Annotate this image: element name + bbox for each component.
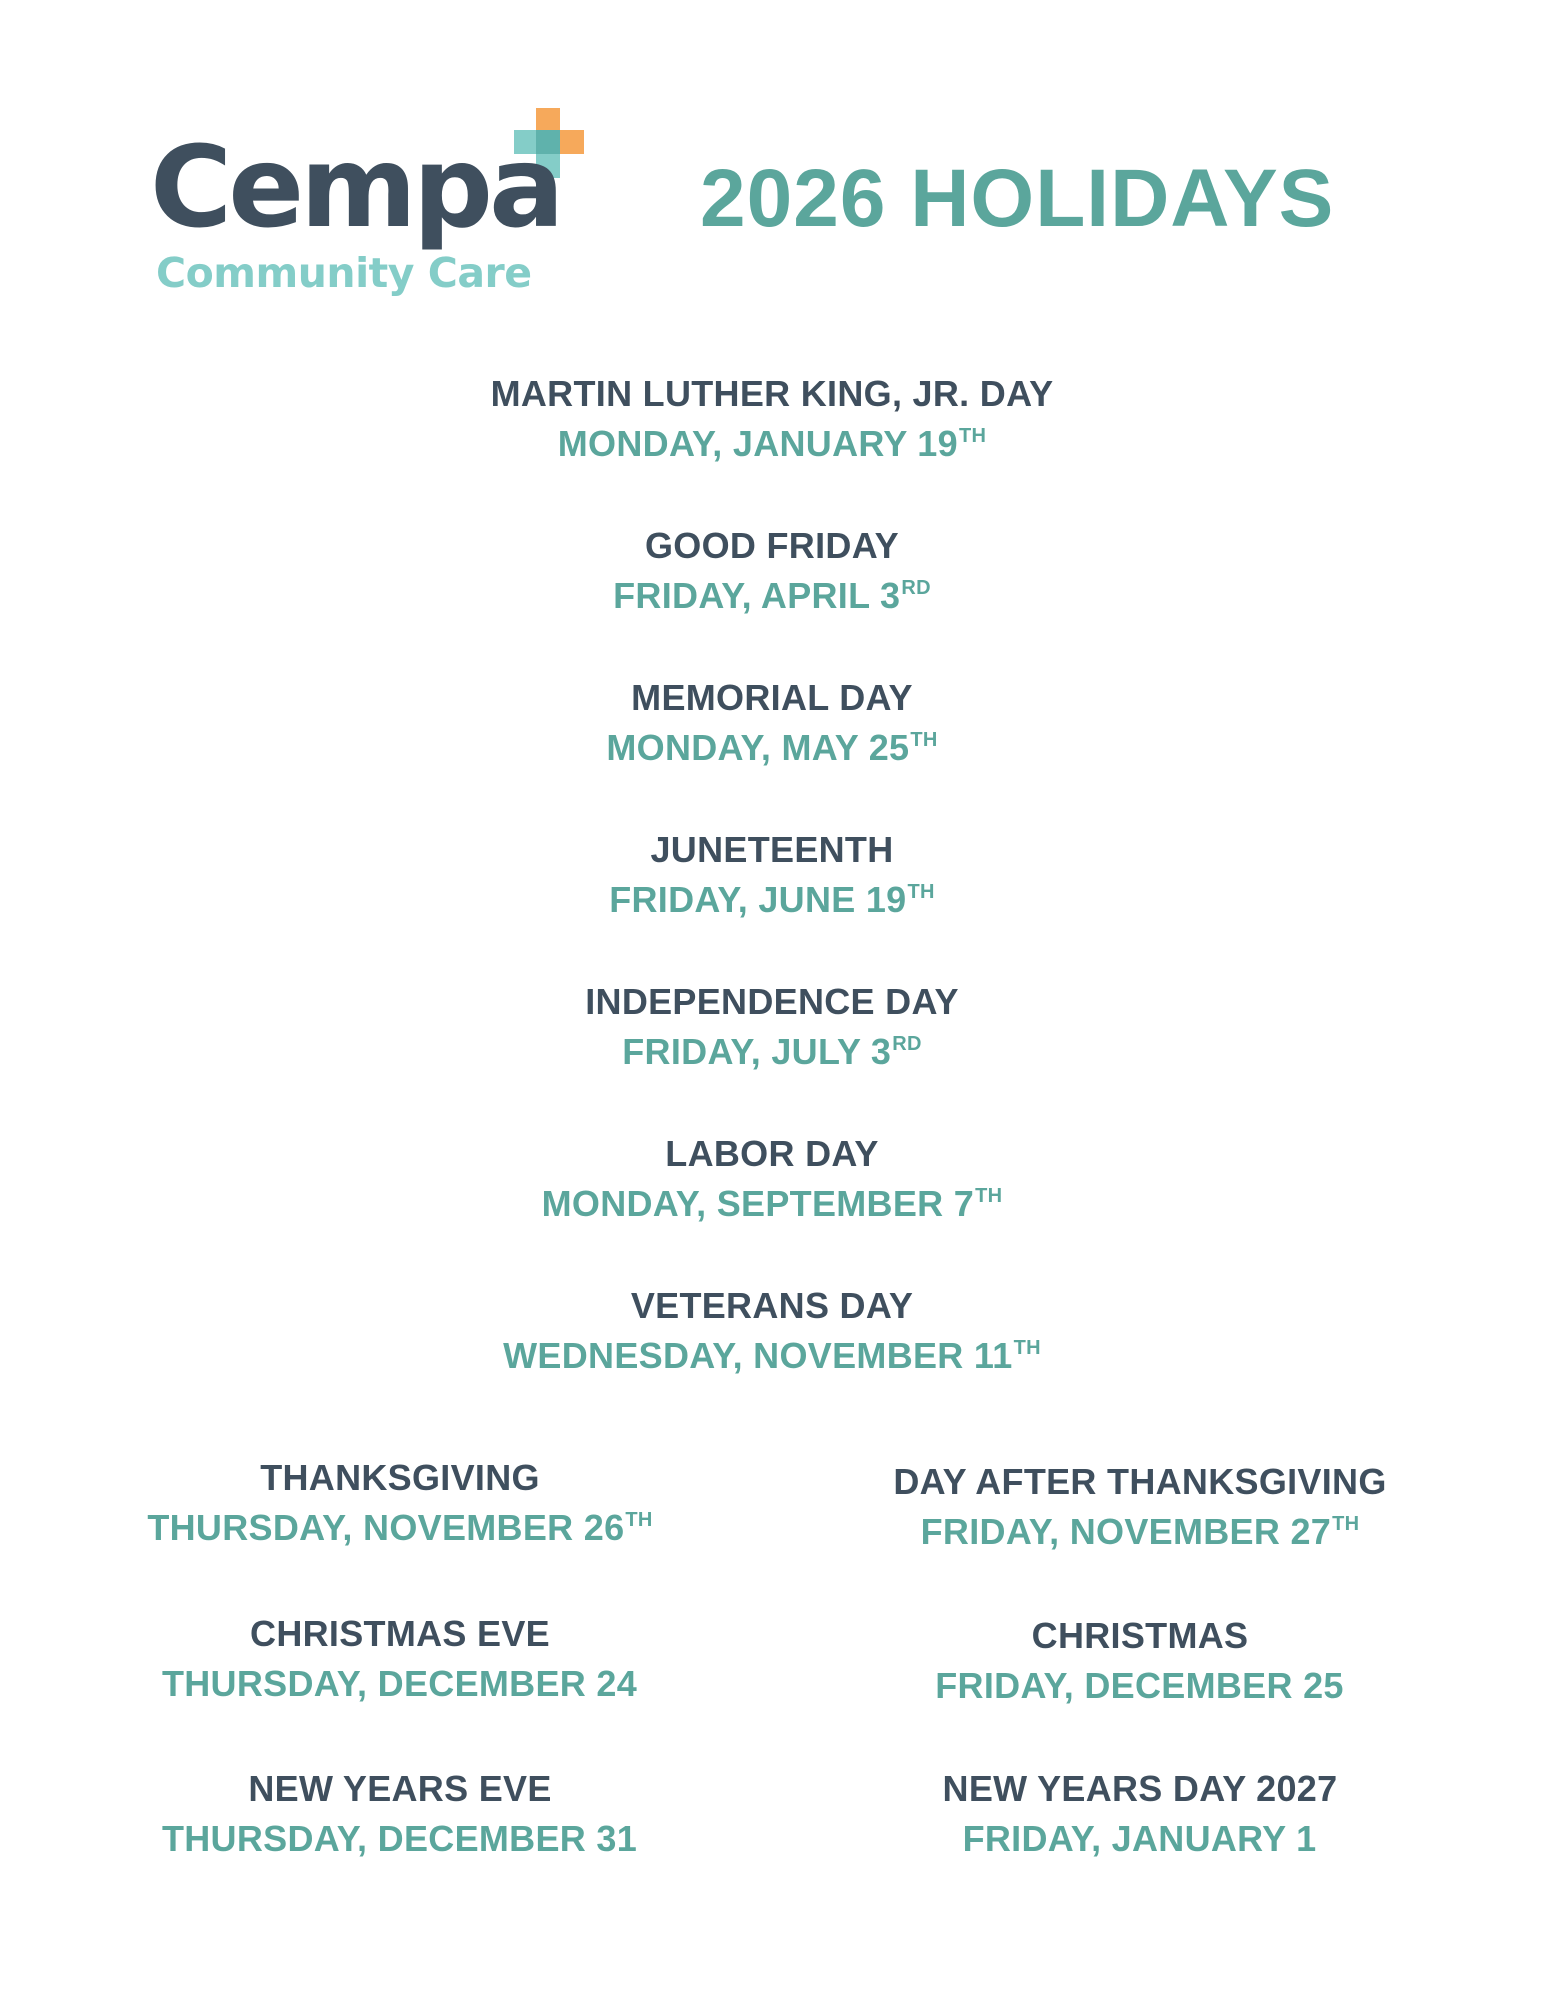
date-suffix: TH [958,425,987,447]
date-suffix: RD [901,577,931,599]
holiday-date: FRIDAY, JANUARY 1 [962,1818,1317,1859]
holiday-name: NEW YEARS EVE [248,1768,552,1809]
holiday-item [372,980,1172,1074]
holiday-date: FRIDAY, JUNE 19TH [609,879,935,920]
holiday-item [50,1612,750,1706]
holiday-item [372,1132,1172,1226]
holiday-date: THURSDAY, DECEMBER 24 [161,1663,638,1704]
page-title: 2026 HOLIDAYS [700,153,1335,244]
holiday-name: CHRISTMAS EVE [250,1613,550,1654]
holiday-name: MEMORIAL DAY [631,677,913,718]
holiday-date: FRIDAY, JULY 3RD [622,1031,922,1072]
holiday-date: FRIDAY, DECEMBER 25 [935,1665,1344,1706]
holiday-date: MONDAY, MAY 25TH [606,727,938,768]
holiday-item [50,1767,750,1861]
holiday-date: MONDAY, SEPTEMBER 7TH [541,1183,1003,1224]
holiday-name: CHRISTMAS [1031,1615,1249,1656]
holiday-date: FRIDAY, APRIL 3RD [613,575,931,616]
holiday-item [790,1767,1490,1861]
holiday-name: GOOD FRIDAY [645,525,899,566]
holiday-date: MONDAY, JANUARY 19TH [557,423,987,464]
holiday-name: MARTIN LUTHER KING, JR. DAY [490,373,1054,414]
holiday-name: LABOR DAY [665,1133,879,1174]
date-suffix: TH [907,881,935,903]
holiday-item [790,1614,1490,1708]
holiday-item [372,676,1172,770]
holiday-date: THURSDAY, DECEMBER 31 [161,1818,638,1859]
logo-wordmark: Cempa [150,123,561,253]
date-suffix: TH [1332,1513,1360,1535]
date-suffix: TH [1013,1337,1041,1359]
holiday-item [372,372,1172,466]
holiday-item [50,1456,750,1550]
holiday-name: NEW YEARS DAY 2027 [942,1768,1338,1809]
date-suffix: TH [910,729,938,751]
holiday-date: WEDNESDAY, NOVEMBER 11TH [503,1335,1041,1376]
holiday-name: THANKSGIVING [260,1457,540,1498]
date-suffix: RD [892,1033,922,1055]
holiday-item [790,1460,1490,1554]
cempa-logo [150,108,590,308]
holiday-date: FRIDAY, NOVEMBER 27TH [920,1511,1360,1552]
holiday-item [372,1284,1172,1378]
holiday-name: INDEPENDENCE DAY [585,981,959,1022]
holiday-name: VETERANS DAY [630,1285,914,1326]
holiday-item [372,524,1172,618]
date-suffix: TH [625,1509,653,1531]
date-suffix: TH [975,1185,1003,1207]
holiday-item [372,828,1172,922]
holiday-date: THURSDAY, NOVEMBER 26TH [147,1507,653,1548]
holiday-name: JUNETEENTH [650,829,894,870]
logo-tagline: Community Care [156,249,532,297]
holiday-name: DAY AFTER THANKSGIVING [893,1461,1387,1502]
